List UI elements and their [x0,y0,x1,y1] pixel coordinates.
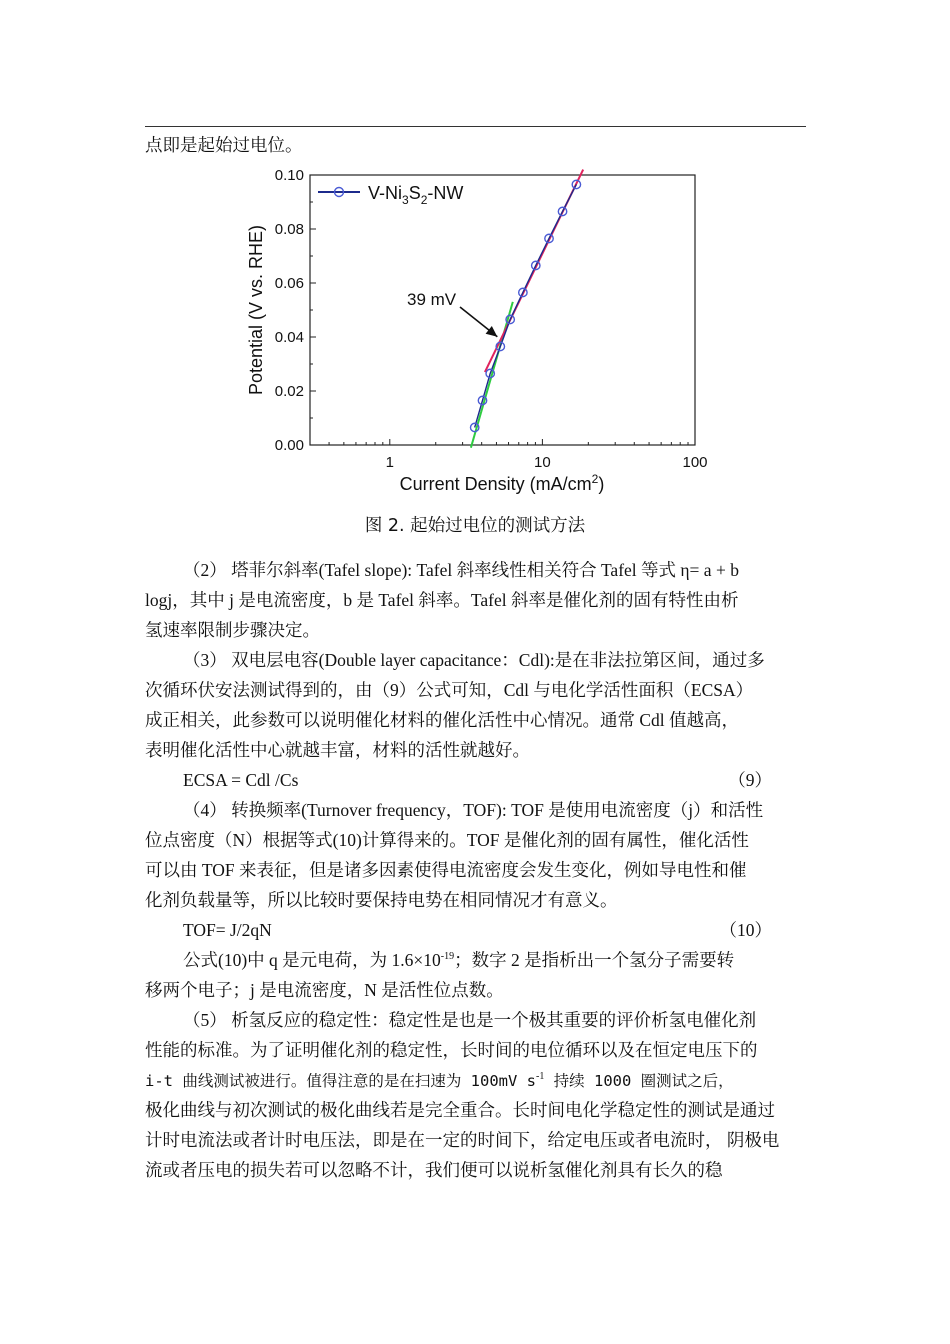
y-tick-label: 0.10 [274,167,304,184]
legend-label: $V-Ni_3S_2-NW$ [368,183,464,207]
figure-caption: 图 2. 起始过电位的测试方法 [364,516,586,536]
data-point [478,396,486,404]
text-line: 极化曲线与初次测试的极化曲线若是完全重合。长时间电化学稳定性的测试是通过 [145,1100,775,1120]
text-line: 化剂负载量等，所以比较时要保持电势在相同情况才有意义。 [145,890,618,910]
text-line: 可以由 TOF 来表征，但是诸多因素使得电流密度会发生变化，例如导电性和催 [145,860,747,880]
y-tick-label: 0.02 [274,383,304,400]
text-line: （3） 双电层电容(Double layer capacitance：Cdl):是在非法拉第区间，通过多 [183,650,765,670]
text-line: 计时电流法或者计时电压法，即是在一定的时间下，给定电压或者电流时， 阴极电 [145,1130,780,1150]
text-line: 公式(10)中 q 是元电荷，为 $1.6\times 10^{-19}$；数字 2 是指析出一个氢分子需要转 [183,950,735,970]
data-point [572,180,580,188]
text-line: 氢速率限制步骤决定。 [145,620,320,640]
data-point [519,288,527,296]
data-point [470,423,478,431]
y-tick-label: 0.00 [274,437,304,454]
y-tick-label: 0.04 [274,329,304,346]
equation-9 [145,765,810,795]
data-point [496,342,504,350]
text-line: 点即是起始过电位。 [145,135,303,155]
body-text [145,555,810,1185]
data-point [545,234,553,242]
text-line: 流或者压电的损失若可以忽略不计，我们便可以说析氢催化剂具有长久的稳 [145,1160,723,1180]
header-rule [145,126,806,127]
tafel-onset-chart [240,160,720,505]
x-axis-label: Current Density $(mA/cm^2)$ [399,472,605,494]
text-line: 移两个电子；j 是电流密度，N 是活性位点数。 [145,980,504,1000]
plot-frame [310,175,695,445]
data-point [532,261,540,269]
x-tick-label: 10 [534,454,551,471]
annotation-label: 39 mV [407,290,457,309]
text-line: logj，其中 j 是电流密度，b 是 Tafel 斜率。Tafel 斜率是催化剂的固有特性由析 [145,590,739,610]
equation-number: （10） [719,920,772,940]
header-continuation-block [145,130,810,160]
y-tick-label: 0.08 [274,221,304,238]
x-tick-label: 1 [385,454,394,471]
text-line: （5） 析氢反应的稳定性：稳定性是也是一个极其重要的评价析氢电催化剂 [183,1010,757,1030]
text-line: 次循环伏安法测试得到的，由（9）公式可知，Cdl 与电化学活性面积（ECSA） [145,680,754,700]
text-line: i-t 曲线测试被进行。值得注意的是在扫速为 100mV $s^{-1}$ 持续 1000 圈测试之后， [145,1071,734,1090]
data-point [558,207,566,215]
x-tick-label: 100 [682,454,708,471]
text-line: 性能的标准。为了证明催化剂的稳定性，长时间的电位循环以及在恒定电压下的 [145,1040,758,1060]
data-point [486,369,494,377]
text-line: 成正相关，此参数可以说明催化材料的催化活性中心情况。通常 Cdl 值越高， [145,710,740,730]
y-tick-label: 0.06 [274,275,304,292]
equation-number: （9） [728,770,772,790]
equation-10 [145,915,810,945]
text-line: （4） 转换频率(Turnover frequency，TOF): TOF 是使用电流密度（j）和活性 [183,800,764,820]
text-line: 位点密度（N）根据等式(10)计算得来的。TOF 是催化剂的固有属性，催化活性 [145,830,749,850]
equation-text: ECSA = Cdl /Cs [183,770,299,790]
equation-text: TOF= J/2qN [183,920,272,940]
text-line: （2） 塔菲尔斜率(Tafel slope): Tafel 斜率线性相关符合 Tafel 等式 η= a + b [183,560,739,580]
y-axis-label: Potential (V vs. RHE) [246,224,266,396]
data-point [506,315,514,323]
text-line: 表明催化活性中心就越丰富，材料的活性就越好。 [145,740,530,760]
